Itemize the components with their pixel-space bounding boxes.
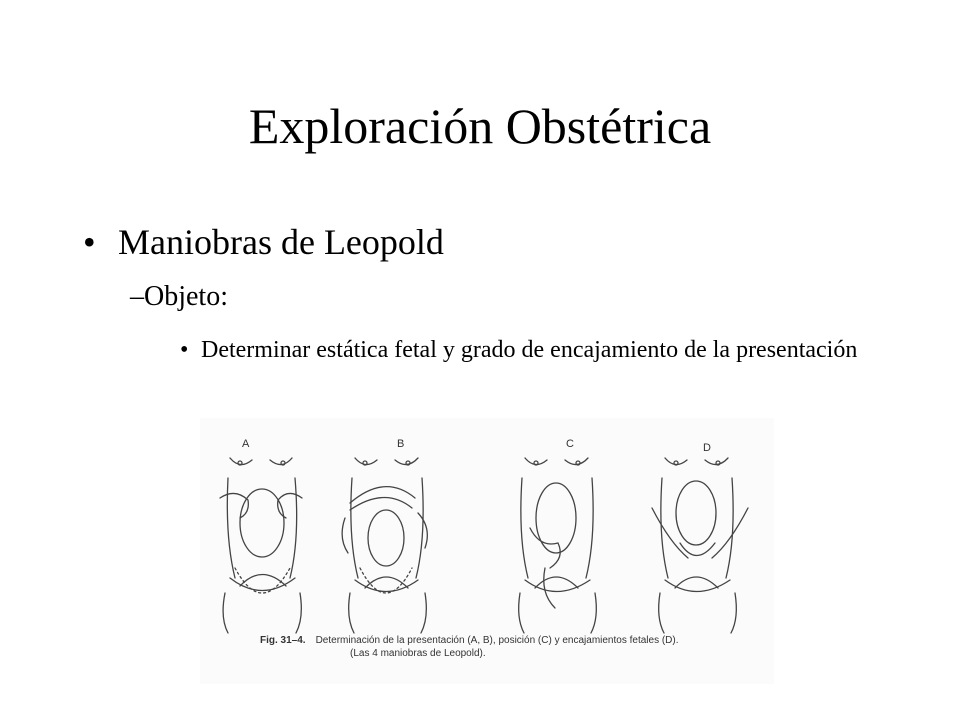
leopold-maneuvers-figure [200,418,774,684]
figure-caption-line2: (Las 4 maniobras de Leopold). [350,648,486,659]
panel-label-a: A [242,438,250,450]
bullet-dot: • [83,222,96,262]
panel-label-b: B [397,438,405,450]
bullet-level2-text: Objeto: [144,281,228,312]
figure-caption-line1: Determinación de la presentación (A, B), posición (C) y encajamientos fetales (D). [315,635,679,646]
panel-c-drawing [519,458,597,633]
panel-d-drawing [652,458,748,633]
bullet-level3-text: Determinar estática fetal y grado de encajamiento de la presentación [201,337,858,363]
panel-label-c: C [566,438,574,450]
bullet-dot: • [180,337,189,363]
panel-a-drawing [220,458,302,633]
figure-number: Fig. 31–4. [260,635,306,646]
bullet-level1-text: Maniobras de Leopold [118,222,444,262]
panel-label-d: D [703,442,711,454]
panel-b-drawing [342,458,427,633]
figure-caption [260,635,679,647]
dash-marker: – [130,281,144,312]
bullet-level2 [130,280,228,314]
slide-title: Exploración Obstétrica [248,98,712,154]
